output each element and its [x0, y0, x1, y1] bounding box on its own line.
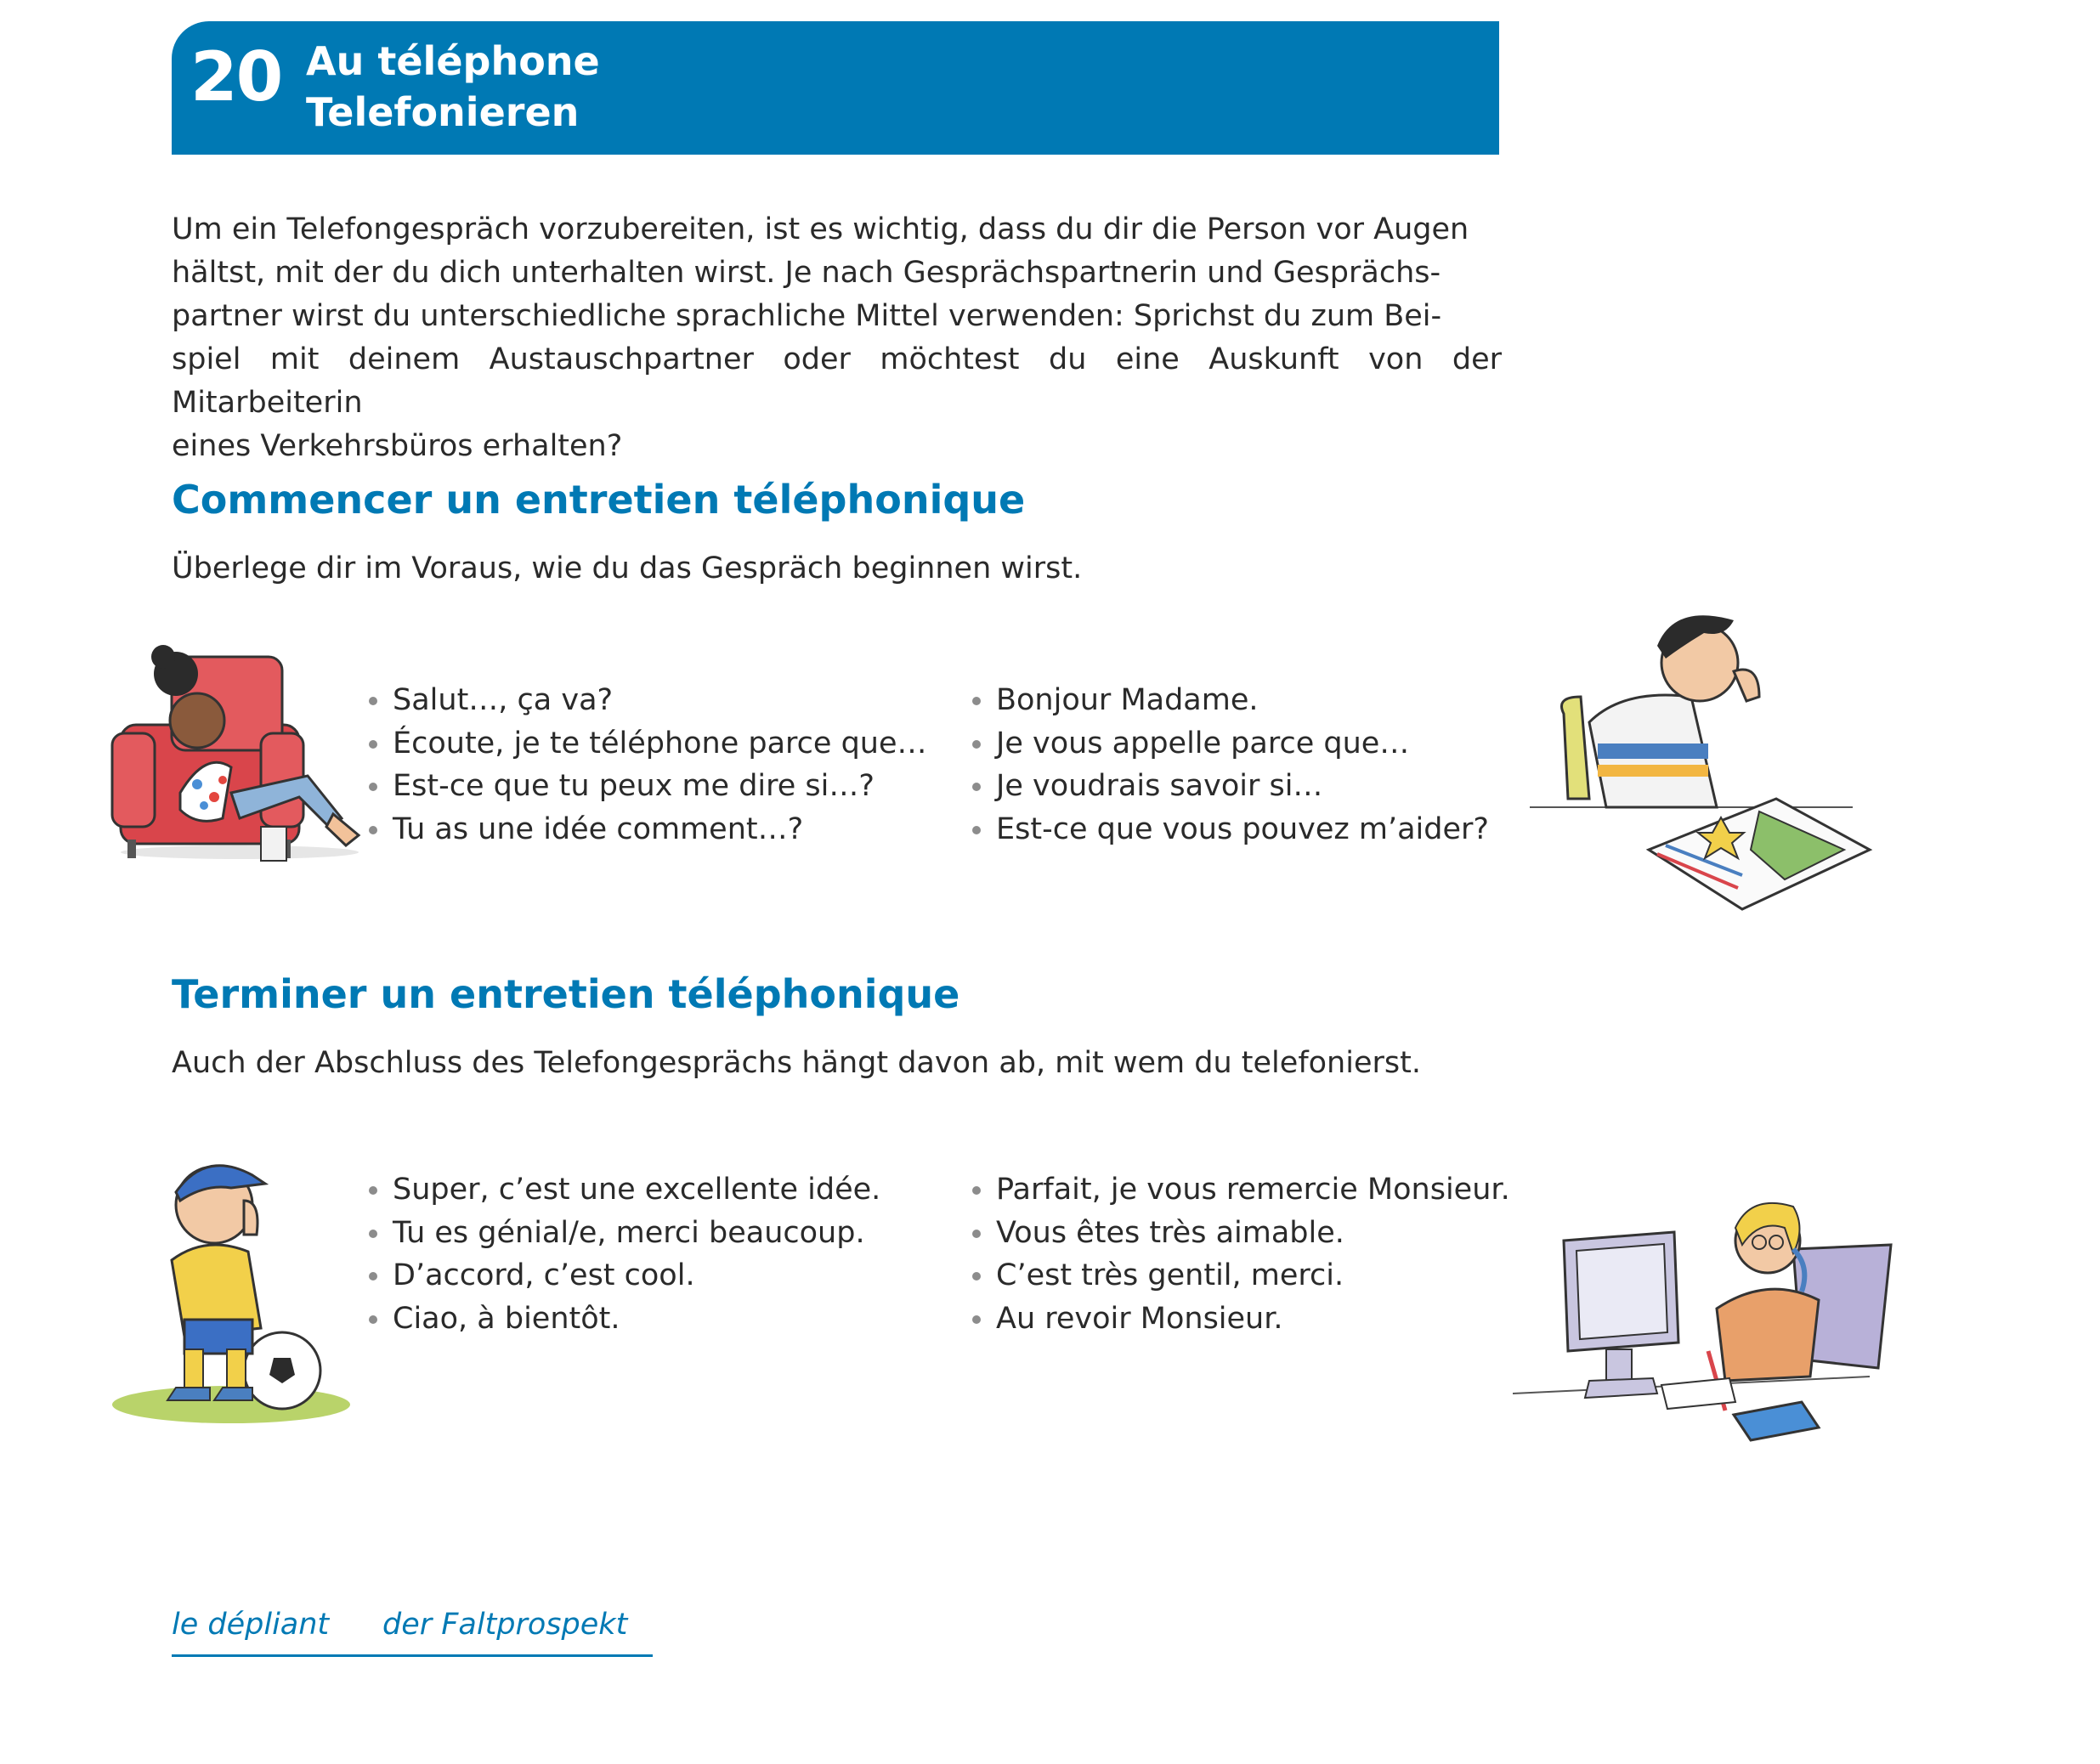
chapter-number: 20: [190, 37, 282, 116]
vocab-term-fr: le dépliant: [172, 1608, 330, 1642]
intro-line: eines Verkehrsbüros erhalten?: [172, 429, 623, 463]
phrases-start-formal: [969, 679, 1489, 851]
phrases-end-informal: [365, 1168, 880, 1340]
phrase-item: Bonjour Madame.: [969, 679, 1489, 722]
chapter-header: [172, 21, 1499, 155]
intro-line: partner wirst du unterschiedliche sprachliche Mittel verwenden: Sprichst du zum Bei-: [172, 299, 1442, 333]
phrase-item: Super, c’est une excellente idée.: [365, 1168, 880, 1212]
phrases-start-informal: [365, 679, 927, 851]
intro-line: Um ein Telefongespräch vorzubereiten, ist es wichtig, dass du dir die Person vor Augen: [172, 212, 1469, 246]
phrase-item: Est-ce que vous pouvez m’aider?: [969, 808, 1489, 851]
boy-with-football-illustration: [104, 1124, 371, 1430]
phrase-item: Je vous appelle parce que…: [969, 722, 1489, 766]
phrase-item: Tu as une idée comment…?: [365, 808, 927, 851]
intro-line: hältst, mit der du dich unterhalten wirst. Je nach Gesprächspartnerin und Gesprächs-: [172, 256, 1441, 290]
phrase-item: Tu es génial/e, merci beaucoup.: [365, 1212, 880, 1255]
chapter-title-fr: Au téléphone: [306, 38, 600, 84]
vocab-term-de: der Faltprospekt: [382, 1608, 628, 1642]
phrases-end-formal: [969, 1168, 1510, 1340]
phrase-item: Écoute, je te téléphone parce que…: [365, 722, 927, 766]
intro-paragraph: [172, 208, 1502, 468]
phrase-item: Parfait, je vous remercie Monsieur.: [969, 1168, 1510, 1212]
section-heading-terminer: Terminer un entretien téléphonique: [172, 971, 960, 1017]
woman-at-computer-illustration: [1513, 1147, 1904, 1453]
section-lead-commencer: Überlege dir im Voraus, wie du das Gespräch beginnen wirst.: [172, 551, 1083, 585]
phrase-item: Ciao, à bientôt.: [365, 1298, 880, 1341]
chapter-title-de: Telefonieren: [306, 89, 580, 135]
phrase-item: Salut…, ça va?: [365, 679, 927, 722]
phrase-item: Vous êtes très aimable.: [969, 1212, 1510, 1255]
phrase-item: D’accord, c’est cool.: [365, 1254, 880, 1298]
section-lead-terminer: Auch der Abschluss des Telefongesprächs hängt davon ab, mit wem du telefonierst.: [172, 1046, 1421, 1080]
vocabulary-entry: [172, 1610, 653, 1657]
phrase-item: C’est très gentil, merci.: [969, 1254, 1510, 1298]
phrase-item: Je voudrais savoir si…: [969, 765, 1489, 808]
phrase-item: Au revoir Monsieur.: [969, 1298, 1510, 1341]
section-heading-commencer: Commencer un entretien téléphonique: [172, 477, 1026, 523]
intro-line: spiel mit deinem Austauschpartner oder möchtest du eine Auskunft von der Mitarbeiterin: [172, 342, 1502, 420]
girl-on-armchair-illustration: [104, 623, 371, 865]
phrase-item: Est-ce que tu peux me dire si…?: [365, 765, 927, 808]
boy-with-brochure-illustration: [1530, 595, 1904, 935]
